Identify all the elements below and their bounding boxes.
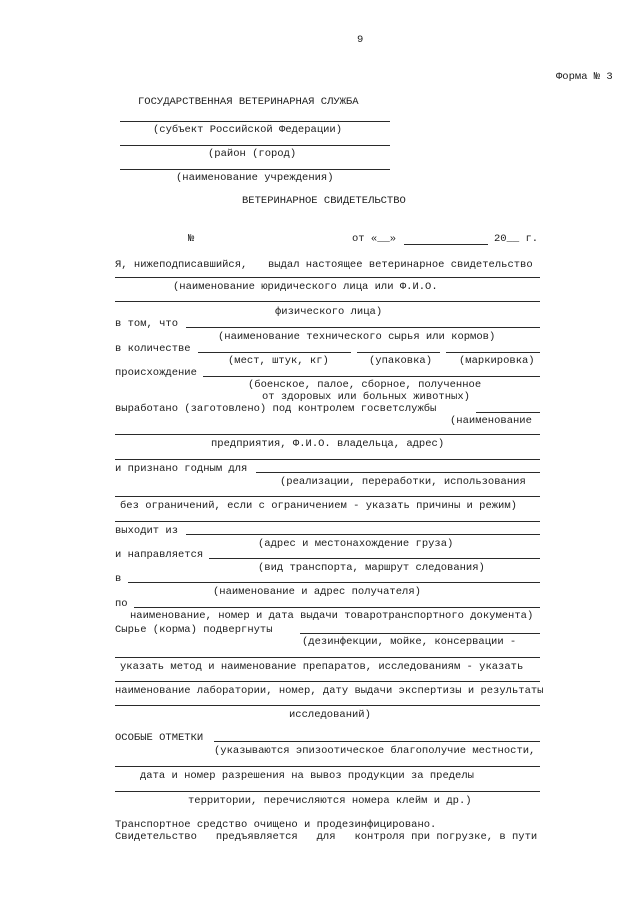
exits-caption: (адрес и местонахождение груза): [258, 538, 454, 550]
regarding-label: в том, что: [115, 318, 179, 330]
form-number: Форма № 3: [556, 71, 613, 83]
produced-caption-1: (наименование: [450, 415, 532, 427]
quantity-line-2: [357, 352, 440, 353]
intro-left: Я, нижеподписавшийся,: [115, 259, 248, 271]
special-line-2: [115, 766, 540, 767]
to-caption: (наименование и адрес получателя): [213, 586, 421, 598]
to-label: в: [115, 573, 122, 585]
page-number: 9: [357, 34, 364, 46]
by-label: по: [115, 598, 128, 610]
number-sign: №: [188, 233, 195, 245]
treated-line-3: [115, 681, 540, 682]
date-from: от «__»: [352, 233, 397, 245]
special-caption-2: дата и номер разрешения на вывоз продукции за пределы: [140, 770, 474, 782]
institution-field-line: [120, 169, 390, 170]
subject-caption: (субъект Российской Федерации): [153, 124, 343, 136]
legal-entity-line-2: [115, 301, 540, 302]
produced-label: выработано (заготовлено) под контролем госветслужбы: [115, 403, 437, 415]
certificate-line: Свидетельство предъявляется для контроля при погрузке, в пути: [115, 831, 538, 843]
recognized-caption-1: (реализации, переработки, использования: [280, 476, 526, 488]
quantity-label: в количестве: [115, 343, 191, 355]
sent-label: и направляется: [115, 549, 204, 561]
treated-caption-2: указать метод и наименование препаратов, исследованиям - указать: [120, 661, 524, 673]
recognized-label: и признано годным для: [115, 463, 248, 475]
regarding-line: [186, 327, 540, 328]
marking-caption: (маркировка): [459, 355, 535, 367]
raw-caption: (наименование технического сырья или кормов): [218, 331, 496, 343]
produced-line: [476, 412, 540, 413]
special-line-3: [115, 791, 540, 792]
document-title: ВЕТЕРИНАРНОЕ СВИДЕТЕЛЬСТВО: [242, 195, 406, 207]
date-month-line: [404, 244, 488, 245]
recognized-line-2: [115, 496, 540, 497]
treated-line-4: [115, 705, 540, 706]
treated-caption-1: (дезинфекции, мойке, консервации -: [302, 636, 517, 648]
service-title: ГОСУДАРСТВЕННАЯ ВЕТЕРИНАРНАЯ СЛУЖБА: [138, 96, 359, 108]
date-year: 20__ г.: [494, 233, 539, 245]
places-caption: (мест, штук, кг): [228, 355, 329, 367]
special-caption-3: территории, перечисляются номера клейм и др.): [188, 795, 472, 807]
legal-entity-line: [115, 277, 540, 278]
treated-caption-3: наименование лаборатории, номер, дату выдачи экспертизы и результаты: [115, 685, 544, 697]
packing-caption: (упаковка): [369, 355, 433, 367]
by-caption: наименование, номер и дата выдачи товаротранспортного документа): [130, 610, 534, 622]
origin-caption-1: (боенское, палое, сборное, полученное: [248, 379, 482, 391]
recognized-caption-2: без ограничений, если с ограничением - указать причины и режим): [120, 500, 517, 512]
district-field-line: [120, 145, 390, 146]
exits-line: [186, 534, 540, 535]
treated-label: Сырье (корма) подвергнуты: [115, 624, 273, 636]
intro-right: выдал настоящее ветеринарное свидетельство: [268, 259, 533, 271]
produced-caption-2: предприятия, Ф.И.О. владельца, адрес): [211, 438, 445, 450]
legal-entity-caption-2: физического лица): [275, 306, 383, 318]
quantity-line-3: [446, 352, 540, 353]
origin-label: происхождение: [115, 367, 197, 379]
exits-top-line: [115, 521, 540, 522]
special-line: [214, 741, 540, 742]
recognized-top-line: [115, 459, 540, 460]
to-line: [128, 582, 540, 583]
sent-caption: (вид транспорта, маршрут следования): [258, 562, 485, 574]
origin-caption-2: от здоровых или больных животных): [262, 391, 470, 403]
district-caption: (район (город): [208, 148, 297, 160]
special-caption-1: (указываются эпизоотическое благополучие местности,: [214, 745, 536, 757]
treated-line-2: [115, 657, 540, 658]
sent-line: [209, 558, 540, 559]
institution-caption: (наименование учреждения): [176, 172, 334, 184]
legal-entity-caption: (наименование юридического лица или Ф.И.О.: [173, 281, 438, 293]
by-line: [134, 607, 540, 608]
transport-line: Транспортное средство очищено и продезинфицировано.: [115, 819, 437, 831]
recognized-line: [256, 472, 540, 473]
produced-line-2: [115, 434, 540, 435]
quantity-line-1: [198, 352, 351, 353]
treated-line: [300, 633, 540, 634]
origin-line: [203, 376, 540, 377]
treated-caption-4: исследований): [289, 709, 371, 721]
special-label: ОСОБЫЕ ОТМЕТКИ: [115, 732, 204, 744]
subject-field-line: [120, 121, 390, 122]
exits-label: выходит из: [115, 525, 179, 537]
